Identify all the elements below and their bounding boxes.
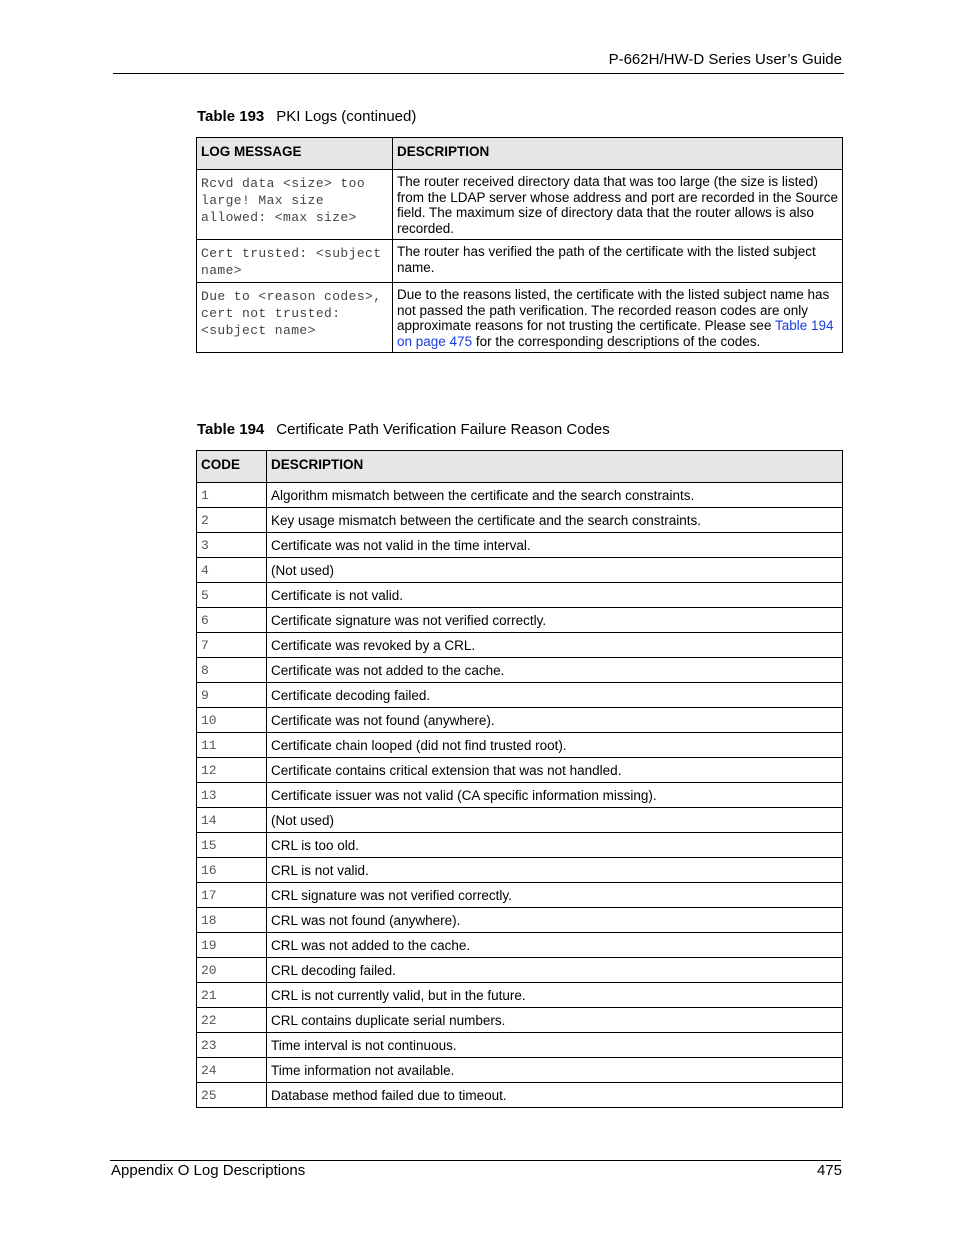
description-cell: Time interval is not continuous. (267, 1033, 843, 1058)
code-cell: 2 (197, 508, 267, 533)
description-cell: The router received directory data that was too large (the size is listed) from the LDAP server whose address and port are recorded in the Source field. The maximum size of directory data that the router allows is also recorded. (393, 170, 843, 240)
code-cell: 14 (197, 808, 267, 833)
code-cell: 1 (197, 483, 267, 508)
code-cell: 22 (197, 1008, 267, 1033)
table-row (197, 908, 843, 933)
code-cell: 17 (197, 883, 267, 908)
description-cell: Certificate was not valid in the time interval. (267, 533, 843, 558)
footer-section-title: Appendix O Log Descriptions (111, 1162, 306, 1179)
table-row (197, 1083, 843, 1108)
reason-codes-table (196, 450, 843, 1108)
running-header: P-662H/HW-D Series User’s Guide (608, 51, 842, 68)
code-cell: 4 (197, 558, 267, 583)
description-cell: Algorithm mismatch between the certificate and the search constraints. (267, 483, 843, 508)
table-row (197, 1008, 843, 1033)
code-cell: 6 (197, 608, 267, 633)
table-row (197, 983, 843, 1008)
table-194-number: Table 194 (197, 421, 265, 438)
footer-rule (110, 1160, 841, 1161)
table-row (197, 583, 843, 608)
table-194-title: Certificate Path Verification Failure Reason Codes (276, 421, 610, 438)
table-row (197, 783, 843, 808)
table-row (197, 283, 843, 353)
description-cell: Certificate is not valid. (267, 583, 843, 608)
code-cell: 19 (197, 933, 267, 958)
code-cell: 18 (197, 908, 267, 933)
code-cell: 5 (197, 583, 267, 608)
table-row (197, 1058, 843, 1083)
description-cell: CRL decoding failed. (267, 958, 843, 983)
code-cell: 24 (197, 1058, 267, 1083)
code-cell: 8 (197, 658, 267, 683)
description-cell: CRL is too old. (267, 833, 843, 858)
table-row (197, 1033, 843, 1058)
header-rule (113, 73, 844, 74)
log-message-cell: Due to <reason codes>, cert not trusted: <subject name> (197, 283, 393, 353)
code-cell: 20 (197, 958, 267, 983)
table-row (197, 483, 843, 508)
table-row (197, 758, 843, 783)
description-cell: Certificate was revoked by a CRL. (267, 633, 843, 658)
table-row (197, 883, 843, 908)
table-row (197, 533, 843, 558)
description-cell: Certificate signature was not verified correctly. (267, 608, 843, 633)
table-row (197, 508, 843, 533)
code-cell: 15 (197, 833, 267, 858)
col-header-description: DESCRIPTION (393, 138, 843, 170)
col-header-log-message: LOG MESSAGE (197, 138, 393, 170)
table-row (197, 833, 843, 858)
col-header-code: CODE (197, 451, 267, 483)
description-cell: CRL was not found (anywhere). (267, 908, 843, 933)
code-cell: 21 (197, 983, 267, 1008)
table-row (197, 683, 843, 708)
description-cell: Database method failed due to timeout. (267, 1083, 843, 1108)
table-194-caption (197, 421, 610, 438)
pki-logs-table (196, 137, 843, 353)
description-cell: Certificate contains critical extension that was not handled. (267, 758, 843, 783)
description-cell: Time information not available. (267, 1058, 843, 1083)
code-cell: 12 (197, 758, 267, 783)
table-193-title: PKI Logs (continued) (276, 108, 417, 125)
description-cell: (Not used) (267, 808, 843, 833)
code-cell: 25 (197, 1083, 267, 1108)
description-cell: CRL contains duplicate serial numbers. (267, 1008, 843, 1033)
code-cell: 11 (197, 733, 267, 758)
description-text: for the corresponding descriptions of the codes. (472, 333, 761, 349)
table-row (197, 608, 843, 633)
description-cell: Certificate decoding failed. (267, 683, 843, 708)
description-cell: CRL was not added to the cache. (267, 933, 843, 958)
code-cell: 13 (197, 783, 267, 808)
log-message-cell: Rcvd data <size> too large! Max size allowed: <max size> (197, 170, 393, 240)
description-cell: The router has verified the path of the certificate with the listed subject name. (393, 240, 843, 283)
table-row (197, 733, 843, 758)
description-cell: (Not used) (267, 558, 843, 583)
table-row (197, 933, 843, 958)
table-193-number: Table 193 (197, 108, 265, 125)
table-row (197, 808, 843, 833)
table-header-row (197, 451, 843, 483)
description-cell: CRL is not currently valid, but in the future. (267, 983, 843, 1008)
reason-codes-body (197, 483, 843, 1108)
table-row (197, 633, 843, 658)
code-cell: 7 (197, 633, 267, 658)
page-number: 475 (816, 1162, 842, 1179)
log-message-cell: Cert trusted: <subject name> (197, 240, 393, 283)
table-row (197, 658, 843, 683)
description-cell: CRL is not valid. (267, 858, 843, 883)
table-row (197, 958, 843, 983)
table-row (197, 708, 843, 733)
description-text: Due to the reasons listed, the certificate with the listed subject name has not passed the path verification. The recorded reason codes are only approximate reasons for not trusting the certificate. Please see (397, 287, 830, 333)
description-cell: Certificate issuer was not valid (CA specific information missing). (267, 783, 843, 808)
table-row (197, 170, 843, 240)
table-row (197, 240, 843, 283)
code-cell: 23 (197, 1033, 267, 1058)
code-cell: 9 (197, 683, 267, 708)
table-row (197, 858, 843, 883)
description-cell: Certificate was not added to the cache. (267, 658, 843, 683)
code-cell: 10 (197, 708, 267, 733)
description-cell (393, 283, 843, 353)
table-header-row (197, 138, 843, 170)
code-cell: 3 (197, 533, 267, 558)
description-cell: CRL signature was not verified correctly. (267, 883, 843, 908)
col-header-description: DESCRIPTION (267, 451, 843, 483)
description-cell: Certificate was not found (anywhere). (267, 708, 843, 733)
description-cell: Key usage mismatch between the certificate and the search constraints. (267, 508, 843, 533)
table-row (197, 558, 843, 583)
table-194-link[interactable]: Table 194 on page 475 (397, 318, 834, 349)
table-193-caption (197, 108, 416, 125)
description-cell: Certificate chain looped (did not find trusted root). (267, 733, 843, 758)
code-cell: 16 (197, 858, 267, 883)
